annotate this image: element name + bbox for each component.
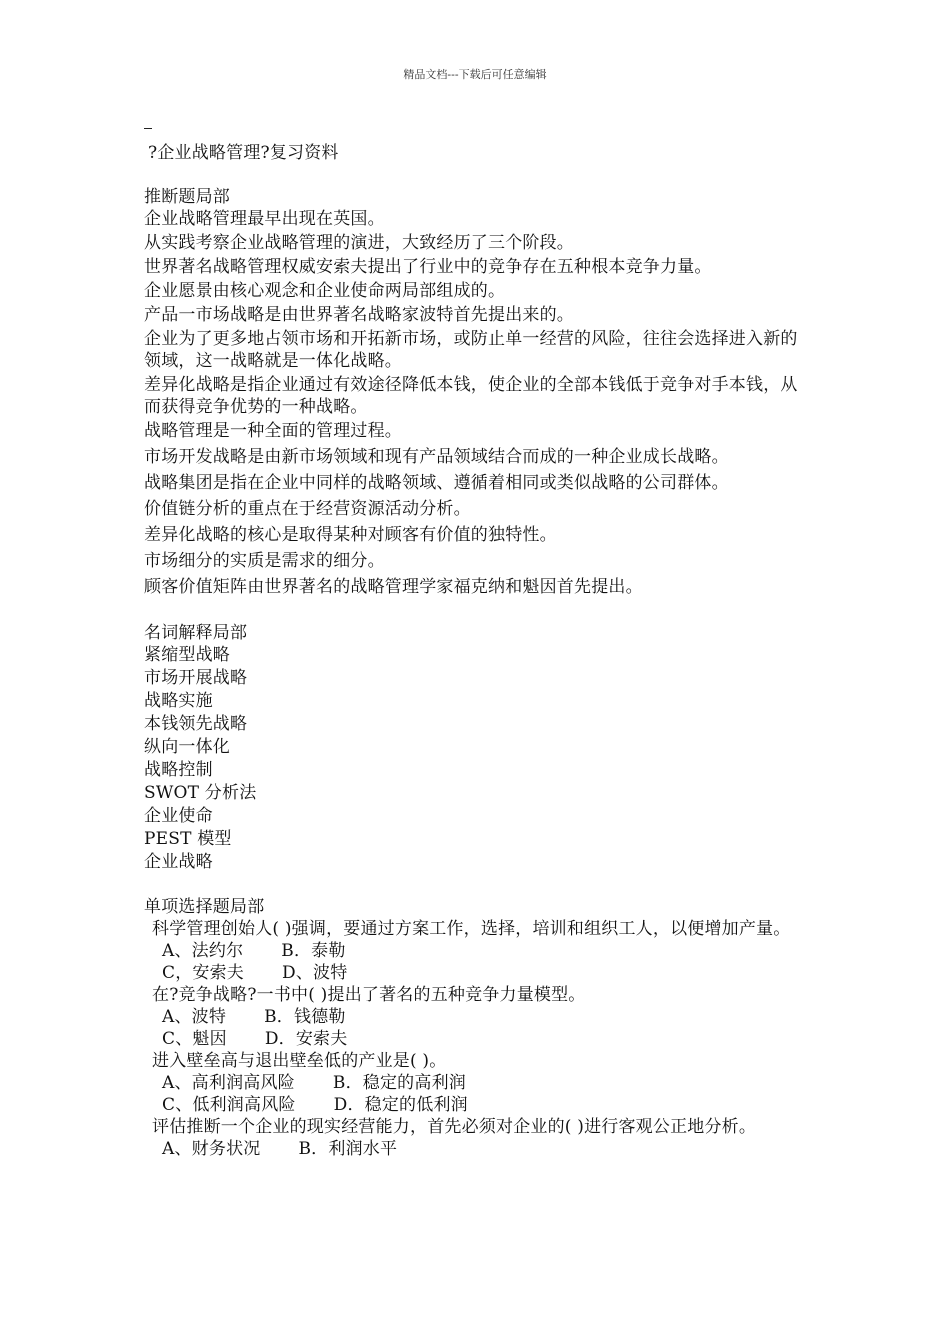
option-a: A、波特 xyxy=(162,1007,227,1027)
choice-heading: 单项选择题局部 xyxy=(144,897,265,917)
judgement-heading: 推断题局部 xyxy=(144,187,230,207)
term-item: 市场开展战略 xyxy=(144,668,248,688)
option-c: C、魁因 xyxy=(162,1029,227,1049)
choice-question: 评估推断一个企业的现实经营能力，首先必须对企业的( )进行客观公正地分析。 xyxy=(152,1117,757,1137)
judgement-item: 产品一市场战略是由世界著名战略家波特首先提出来的。 xyxy=(144,305,574,325)
term-item: 紧缩型战略 xyxy=(144,645,230,665)
option-row xyxy=(144,1094,809,1116)
option-a: A、高利润高风险 xyxy=(162,1073,295,1093)
option-b: B．泰勒 xyxy=(281,941,346,961)
judgement-item: 战略集团是指在企业中同样的战略领域、遵循着相同或类似战略的公司群体。 xyxy=(144,473,729,493)
page-header: 精品文档---下载后可任意编辑 xyxy=(403,68,547,81)
judgement-item: 世界著名战略管理权威安索夫提出了行业中的竞争存在五种根本竞争力量。 xyxy=(144,257,712,277)
document-body xyxy=(144,142,809,1160)
judgement-item: 差异化战略是指企业通过有效途径降低本钱，使企业的全部本钱低于竞争对手本钱，从而获得竞争优势的一种战略。 xyxy=(144,375,798,417)
judgement-item: 企业愿景由核心观念和企业使命两局部组成的。 xyxy=(144,281,506,301)
judgement-item: 企业战略管理最早出现在英国。 xyxy=(144,209,385,229)
terms-list xyxy=(144,644,809,873)
judgement-item: 市场开发战略是由新市场领域和现有产品领域结合而成的一种企业成长战略。 xyxy=(144,447,729,467)
judgement-item: 市场细分的实质是需求的细分。 xyxy=(144,551,385,571)
option-row xyxy=(144,1028,809,1050)
option-c: C、低利润高风险 xyxy=(162,1095,296,1115)
term-item: 战略实施 xyxy=(144,691,213,711)
document-title: ?企业战略管理?复习资料 xyxy=(148,143,339,163)
judgement-item: 差异化战略的核心是取得某种对顾客有价值的独特性。 xyxy=(144,525,557,545)
judgement-list xyxy=(144,208,809,598)
option-a: A、法约尔 xyxy=(162,941,244,961)
option-b: B．利润水平 xyxy=(298,1139,398,1159)
option-row xyxy=(144,1138,809,1160)
option-row xyxy=(144,1006,809,1028)
option-b: B．稳定的高利润 xyxy=(332,1073,466,1093)
judgement-item: 顾客价值矩阵由世界著名的战略管理学家福克纳和魁因首先提出。 xyxy=(144,577,643,597)
term-item: 纵向一体化 xyxy=(144,737,230,757)
term-item: 企业战略 xyxy=(144,852,213,872)
term-item: 战略控制 xyxy=(144,760,213,780)
term-item: 本钱领先战略 xyxy=(144,714,248,734)
option-d: D、波特 xyxy=(282,963,348,983)
choice-question: 科学管理创始人( )强调，要通过方案工作，选择，培训和组织工人，以便增加产量。 xyxy=(152,919,791,939)
option-row xyxy=(144,940,809,962)
judgement-item: 战略管理是一种全面的管理过程。 xyxy=(144,421,402,441)
choice-question: 进入壁垒高与退出壁垒低的产业是( )。 xyxy=(152,1051,447,1071)
choice-question: 在?竞争战略?一书中( )提出了著名的五种竞争力量模型。 xyxy=(152,985,586,1005)
option-b: B．钱德勒 xyxy=(264,1007,346,1027)
terms-heading: 名词解释局部 xyxy=(144,623,248,643)
option-row xyxy=(144,1072,809,1094)
option-d: D．稳定的低利润 xyxy=(333,1095,468,1115)
judgement-item: 企业为了更多地占领市场和开拓新市场，或防止单一经营的风险，往往会选择进入新的领域，这一战略就是一体化战略。 xyxy=(144,329,798,371)
corner-mark xyxy=(144,128,152,129)
judgement-item: 价值链分析的重点在于经营资源活动分析。 xyxy=(144,499,471,519)
option-a: A、财务状况 xyxy=(162,1139,261,1159)
option-row xyxy=(144,962,809,984)
option-d: D．安索夫 xyxy=(264,1029,348,1049)
term-item: PEST 模型 xyxy=(144,829,232,849)
term-item: 企业使命 xyxy=(144,806,213,826)
judgement-item: 从实践考察企业战略管理的演进，大致经历了三个阶段。 xyxy=(144,233,574,253)
option-c: C，安索夫 xyxy=(162,963,245,983)
term-item: SWOT 分析法 xyxy=(144,783,257,803)
